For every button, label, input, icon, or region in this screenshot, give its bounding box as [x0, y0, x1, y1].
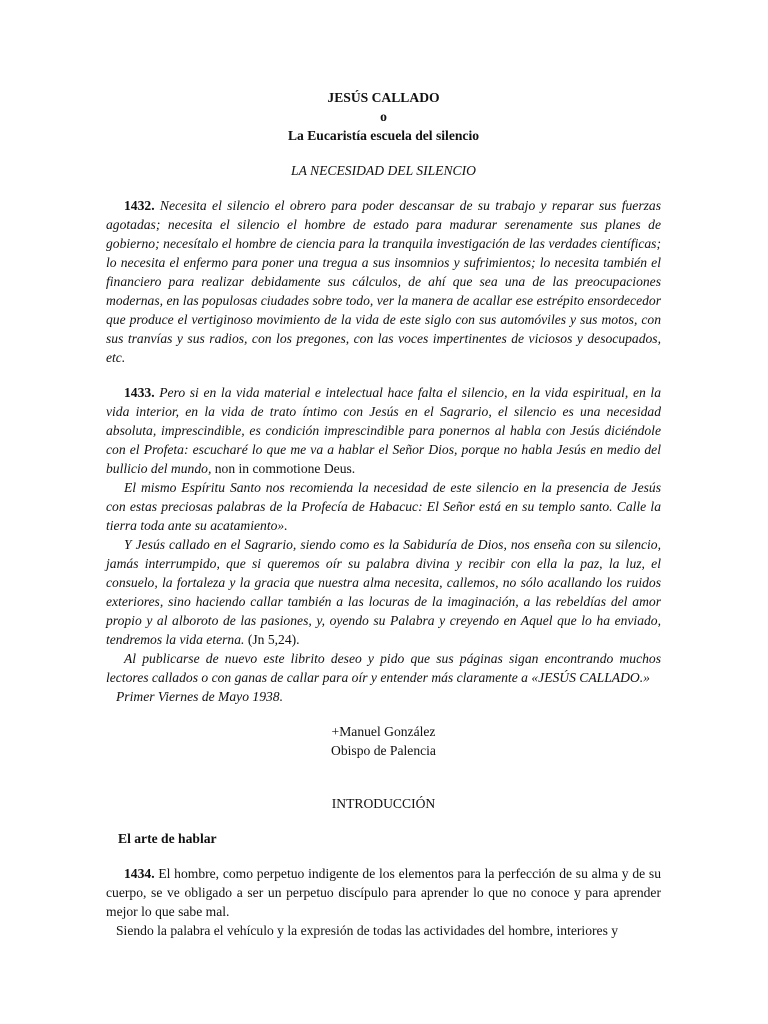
introduction-title: INTRODUCCIÓN [331, 796, 436, 811]
paragraph-text: Necesita el silencio el obrero para poder descansar de su trabajo y reparar sus fuerzas agotadas; necesita el silencio el hombre de estado para madurar serenamente sus planes de gobierno; necesítalo el hombre de ciencia para la tranquila investigación de las verdades científicas; lo necesita el enfermo para poner una tregua a sus insomnios y sufrimientos; lo necesita también el financiero para realizar debidamente sus cálculos, de ahí que sea una de las preocupaciones modernas, en las populosas ciudades sobre todo, ver la manera de acallar ese estrépito ensordecedor que produce el vertiginoso movimiento de la vida de este siglo con sus automóviles y sus motos, con sus tranvías y sus radios, con los pregones, con las voces impertinentes de viciosos y desocupados, etc. [106, 198, 661, 365]
paragraph-1433 [106, 383, 661, 478]
paragraph-text: Pero si en la vida material e intelectual hace falta el silencio, en la vida espiritual, en la vida interior, en la vida de trato íntimo con Jesús en el Sagrario, el silencio es una necesidad absoluta, imprescindible, es condición imprescindible para ponernos al habla con Jesús diciéndole con el Profeta: escucharé lo que me va a hablar el Señor Dios, porque no habla Jesús en medio del bullicio del mundo, [106, 385, 661, 476]
paragraph-number: 1432. [124, 198, 155, 213]
paragraph-number: 1434. [124, 866, 155, 881]
title-connector: o [380, 109, 387, 124]
scripture-reference: (Jn 5,24). [244, 632, 300, 647]
introduction-subhead: El arte de hablar [118, 831, 217, 846]
section-title: LA NECESIDAD DEL SILENCIO [291, 163, 476, 178]
paragraph-date: Primer Viernes de Mayo 1938. [116, 689, 283, 704]
paragraph-text: El hombre, como perpetuo indigente de los elementos para la perfección de su alma y de su cuerpo, se ve obligado a ser un perpetuo discípulo para aprender lo que no conoce y para aprender mejor lo que sabe mal. [106, 866, 661, 919]
title-block [106, 88, 661, 145]
book-title: JESÚS CALLADO [327, 90, 440, 105]
paragraph-espiritu-santo: El mismo Espíritu Santo nos recomienda la necesidad de este silencio en la presencia de Jesús con estas preciosas palabras de la Profecía de Habacuc: El Señor está en su templo santo. Calle la tierra toda ante su acatamiento». [106, 480, 661, 533]
paragraph-siendo: Siendo la palabra el vehículo y la expresión de todas las actividades del hombre, interiores y [116, 923, 619, 938]
signature-block [106, 722, 661, 760]
paragraph-jesus-callado [106, 535, 661, 649]
signature-role: Obispo de Palencia [331, 743, 436, 758]
paragraph-publicarse: Al publicarse de nuevo este librito deseo y pido que sus páginas sigan encontrando muchos lectores callados o con ganas de callar para oír y entender más claramente a «JESÚS CALLADO.» [106, 651, 661, 685]
latin-quote: non in commotione Deus. [211, 461, 356, 476]
document-page [106, 88, 661, 940]
paragraph-1432 [106, 196, 661, 367]
paragraph-text: Y Jesús callado en el Sagrario, siendo como es la Sabiduría de Dios, nos enseña con su silencio, jamás interrumpido, que si queremos oír su palabra divina y recibir con ella la paz, la luz, el consuelo, la fortaleza y la gracia que nuestra alma necesita, callemos, no sólo acallando los ruidos exteriores, sino haciendo callar también a las locuras de la imaginación, a las rebeldías del amor propio y al alboroto de las pasiones, y, oyendo su Palabra y creyendo en Aquel que lo ha enviado, tendremos la vida eterna. [106, 537, 661, 647]
signature-name: +Manuel González [331, 724, 436, 739]
paragraph-number: 1433. [124, 385, 155, 400]
book-subtitle: La Eucaristía escuela del silencio [287, 128, 480, 143]
paragraph-1434 [106, 864, 661, 921]
